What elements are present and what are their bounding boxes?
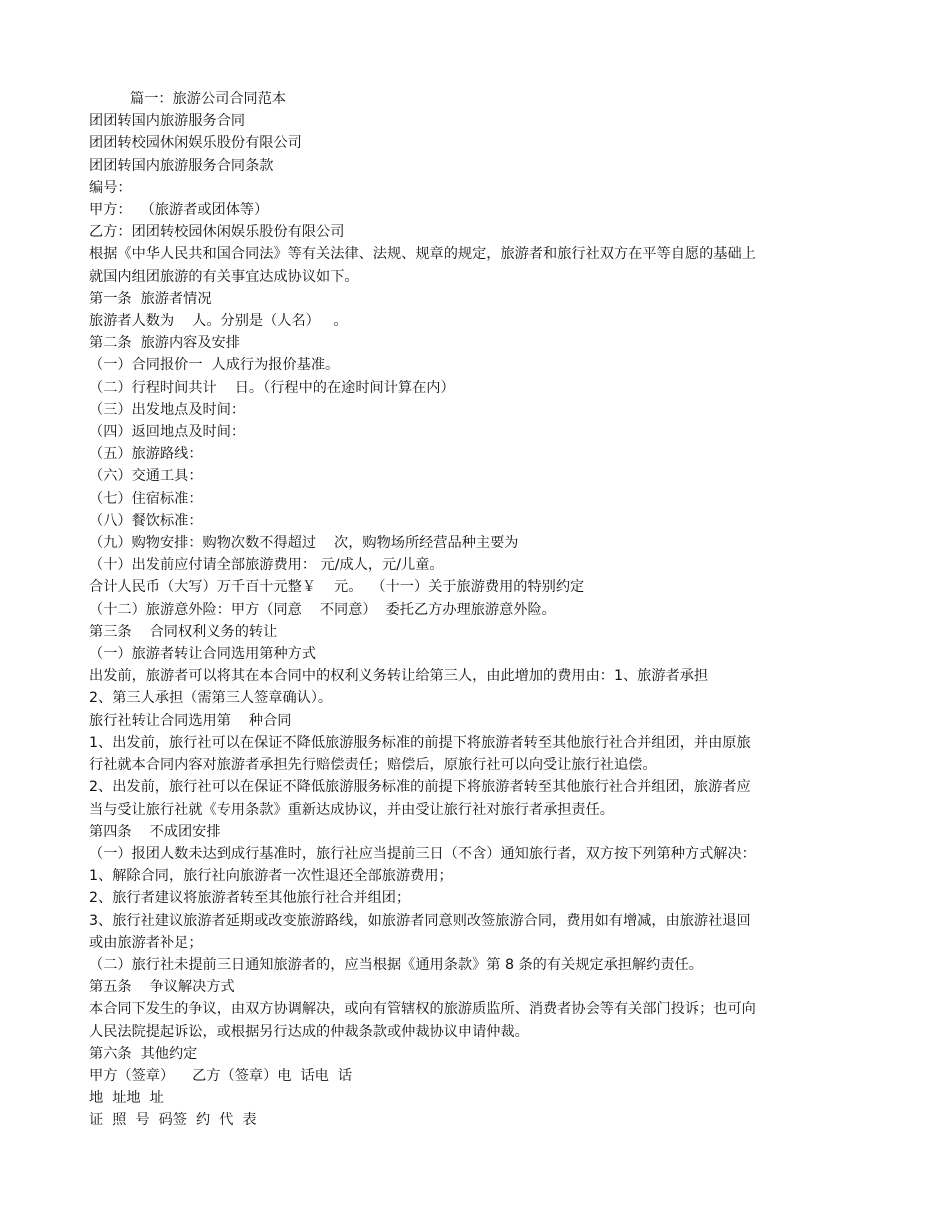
preamble-line-1: 根据《中华人民共和国合同法》等有关法律、法规、规章的规定，旅游者和旅行社双方在平等自愿的基础上 xyxy=(89,246,756,263)
article-3-option-2-line-1: 2、出发前，旅行社可以在保证不降低旅游服务标准的前提下将旅游者转至其他旅行社合并组团，旅游者应 xyxy=(89,779,751,796)
article-3-option-1-line-2: 行社就本合同内容对旅游者承担先行赔偿责任；赔偿后，原旅行社可以向受让旅行社追偿。 xyxy=(89,757,657,774)
article-3-body-1: 出发前，旅游者可以将其在本合同中的权利义务转让给第三人，由此增加的费用由：1、旅游者承担 xyxy=(89,668,709,685)
signature-line-3: 证 照 号 码签 约 代 表 xyxy=(89,1112,257,1129)
article-3-item-1: （一）旅游者转让合同选用第种方式 xyxy=(89,646,317,663)
article-2-item-6: （六）交通工具： xyxy=(89,468,203,485)
article-4-item-1: （一）报团人数未达到成行基准时，旅行社应当提前三日（不含）通知旅行者，双方按下列第种方式解决： xyxy=(89,845,756,862)
contract-document xyxy=(89,88,861,1132)
article-6-heading: 第六条 其他约定 xyxy=(89,1045,198,1062)
article-2-heading: 第二条 旅游内容及安排 xyxy=(89,335,240,352)
article-4-option-1: 1、解除合同，旅行社向旅游者一次性退还全部旅游费用； xyxy=(89,868,453,885)
party-b-line: 乙方：团团转校园休闲娱乐股份有限公司 xyxy=(89,224,345,241)
article-4-heading: 第四条 不成团安排 xyxy=(89,823,221,840)
article-2-item-5: （五）旅游路线： xyxy=(89,446,203,463)
article-2-total-and-item-11: 合计人民币（大写）万千百十元整￥ 元。 （十一）关于旅游费用的特别约定 xyxy=(89,579,585,596)
document-title: 篇一：旅游公司合同范本 xyxy=(130,91,287,107)
contract-name: 团团转国内旅游服务合同 xyxy=(89,113,246,130)
signature-line-2: 地 址地 址 xyxy=(89,1090,164,1107)
article-2-item-7: （七）住宿标准： xyxy=(89,490,203,507)
article-1-body: 旅游者人数为 人。分别是（人名） 。 xyxy=(89,313,348,330)
article-3-agency-transfer: 旅行社转让合同选用第 种合同 xyxy=(89,712,292,729)
article-3-heading: 第三条 合同权利义务的转让 xyxy=(89,623,278,640)
article-2-item-10: （十）出发前应付请全部旅游费用： 元/成人，元/儿童。 xyxy=(89,557,444,574)
article-2-item-2: （二）行程时间共计 日。（行程中的在途时间计算在内） xyxy=(89,379,455,396)
article-4-option-3-line-2: 或由旅游者补足； xyxy=(89,934,203,951)
signature-line-1: 甲方（签章） 乙方（签章）电 话电 话 xyxy=(89,1067,353,1084)
article-3-option-1-line-1: 1、出发前，旅行社可以在保证不降低旅游服务标准的前提下将旅游者转至其他旅行社合并组团，并由原旅 xyxy=(89,734,751,751)
article-4-item-2: （二）旅行社未提前三日通知旅游者的，应当根据《通用条款》第 8 条的有关规定承担解约责任。 xyxy=(89,956,703,973)
article-5-body-2: 人民法院提起诉讼，或根据另行达成的仲裁条款或仲裁协议申请仲裁。 xyxy=(89,1023,529,1040)
contract-number-label: 编号： xyxy=(89,179,132,196)
article-2-item-3: （三）出发地点及时间： xyxy=(89,401,246,418)
article-2-item-12: （十二）旅游意外险：甲方（同意 不同意） 委托乙方办理旅游意外险。 xyxy=(89,601,556,618)
article-3-body-2: 2、第三人承担（需第三人签章确认）。 xyxy=(89,690,333,707)
article-5-body-1: 本合同下发生的争议，由双方协调解决，或向有管辖权的旅游质监所、消费者协会等有关部门投诉；也可向 xyxy=(89,1001,756,1018)
party-a-line: 甲方： （旅游者或团体等） xyxy=(89,202,269,219)
article-2-item-9: （九）购物安排：购物次数不得超过 次，购物场所经营品种主要为 xyxy=(89,535,519,552)
article-3-option-2-line-2: 当与受让旅行社就《专用条款》重新达成协议，并由受让旅行社对旅行者承担责任。 xyxy=(89,801,614,818)
article-5-heading: 第五条 争议解决方式 xyxy=(89,979,235,996)
article-4-option-2: 2、旅行者建议将旅游者转至其他旅行社合并组团； xyxy=(89,890,411,907)
company-name: 团团转校园休闲娱乐股份有限公司 xyxy=(89,135,302,152)
article-4-option-3-line-1: 3、旅行社建议旅游者延期或改变旅游路线，如旅游者同意则改签旅游合同，费用如有增减，由旅游社退回 xyxy=(89,912,751,929)
article-1-heading: 第一条 旅游者情况 xyxy=(89,290,212,307)
article-2-item-8: （八）餐饮标准： xyxy=(89,512,203,529)
preamble-line-2: 就国内组团旅游的有关事宜达成协议如下。 xyxy=(89,268,359,285)
article-2-item-1: （一）合同报价一 人成行为报价基准。 xyxy=(89,357,340,374)
terms-heading: 团团转国内旅游服务合同条款 xyxy=(89,157,274,174)
article-2-item-4: （四）返回地点及时间： xyxy=(89,424,246,441)
